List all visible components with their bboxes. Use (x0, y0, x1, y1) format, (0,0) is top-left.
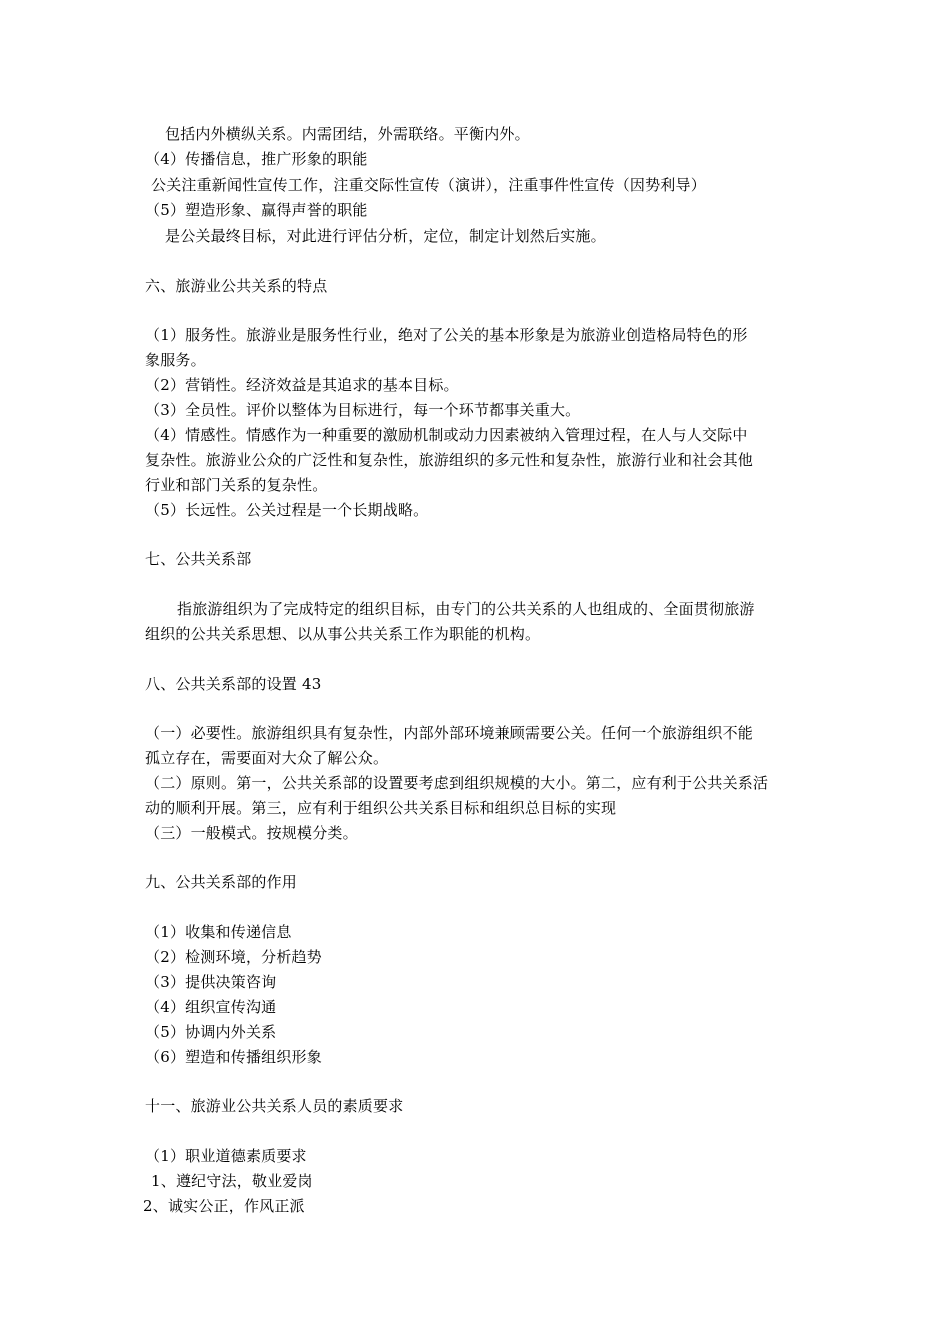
paragraph-line: 孤立存在，需要面对大众了解公众。 (145, 749, 389, 767)
list-item: （1）职业道德素质要求 (145, 1147, 307, 1165)
list-item: （三）一般模式。按规模分类。 (145, 824, 358, 842)
section-heading: 八、公共关系部的设置 43 (145, 675, 322, 693)
paragraph-line: 公关注重新闻性宣传工作，注重交际性宣传（演讲），注重事件性宣传（因势利导） (151, 176, 706, 194)
paragraph-line: 动的顺利开展。第三，应有利于组织公共关系目标和组织总目标的实现 (145, 799, 617, 817)
list-item: （一）必要性。旅游组织具有复杂性，内部外部环境兼顾需要公关。任何一个旅游组织不能 (145, 724, 754, 742)
list-item: （2）营销性。经济效益是其追求的基本目标。 (145, 376, 459, 394)
paragraph-line: 象服务。 (145, 351, 206, 369)
list-item: （2）检测环境，分析趋势 (145, 948, 322, 966)
paragraph-line: 组织的公共关系思想、以从事公共关系工作为职能的机构。 (145, 625, 541, 643)
section-heading: 十一、旅游业公共关系人员的素质要求 (145, 1097, 404, 1115)
section-heading: 九、公共关系部的作用 (145, 873, 298, 891)
list-item: （5）长远性。公关过程是一个长期战略。 (145, 501, 429, 519)
list-item: （4）传播信息，推广形象的职能 (145, 150, 368, 168)
section-heading: 七、公共关系部 (145, 550, 252, 568)
list-item: （5）塑造形象、赢得声誉的职能 (145, 201, 368, 219)
list-item: （1）收集和传递信息 (145, 923, 292, 941)
paragraph-line: 指旅游组织为了完成特定的组织目标，由专门的公共关系的人也组成的、全面贯彻旅游 (177, 600, 755, 618)
list-item: 1、遵纪守法，敬业爱岗 (151, 1172, 313, 1190)
list-item: 2、诚实公正，作风正派 (143, 1197, 305, 1215)
paragraph-line: 行业和部门关系的复杂性。 (145, 476, 328, 494)
paragraph-line: 复杂性。旅游业公众的广泛性和复杂性，旅游组织的多元性和复杂性，旅游行业和社会其他 (145, 451, 754, 469)
paragraph-line: 包括内外横纵关系。内需团结，外需联络。平衡内外。 (165, 125, 530, 143)
list-item: （1）服务性。旅游业是服务性行业，绝对了公关的基本形象是为旅游业创造格局特色的形 (145, 326, 748, 344)
paragraph-line: 是公关最终目标，对此进行评估分析，定位，制定计划然后实施。 (165, 227, 606, 245)
list-item: （6）塑造和传播组织形象 (145, 1048, 322, 1066)
list-item: （二）原则。第一，公共关系部的设置要考虑到组织规模的大小。第二，应有利于公共关系活 (145, 774, 769, 792)
list-item: （3）提供决策咨询 (145, 973, 277, 991)
list-item: （4）情感性。情感作为一种重要的激励机制或动力因素被纳入管理过程，在人与人交际中 (145, 426, 748, 444)
list-item: （5）协调内外关系 (145, 1023, 277, 1041)
list-item: （4）组织宣传沟通 (145, 998, 277, 1016)
section-heading: 六、旅游业公共关系的特点 (145, 277, 328, 295)
list-item: （3）全员性。评价以整体为目标进行，每一个环节都事关重大。 (145, 401, 581, 419)
